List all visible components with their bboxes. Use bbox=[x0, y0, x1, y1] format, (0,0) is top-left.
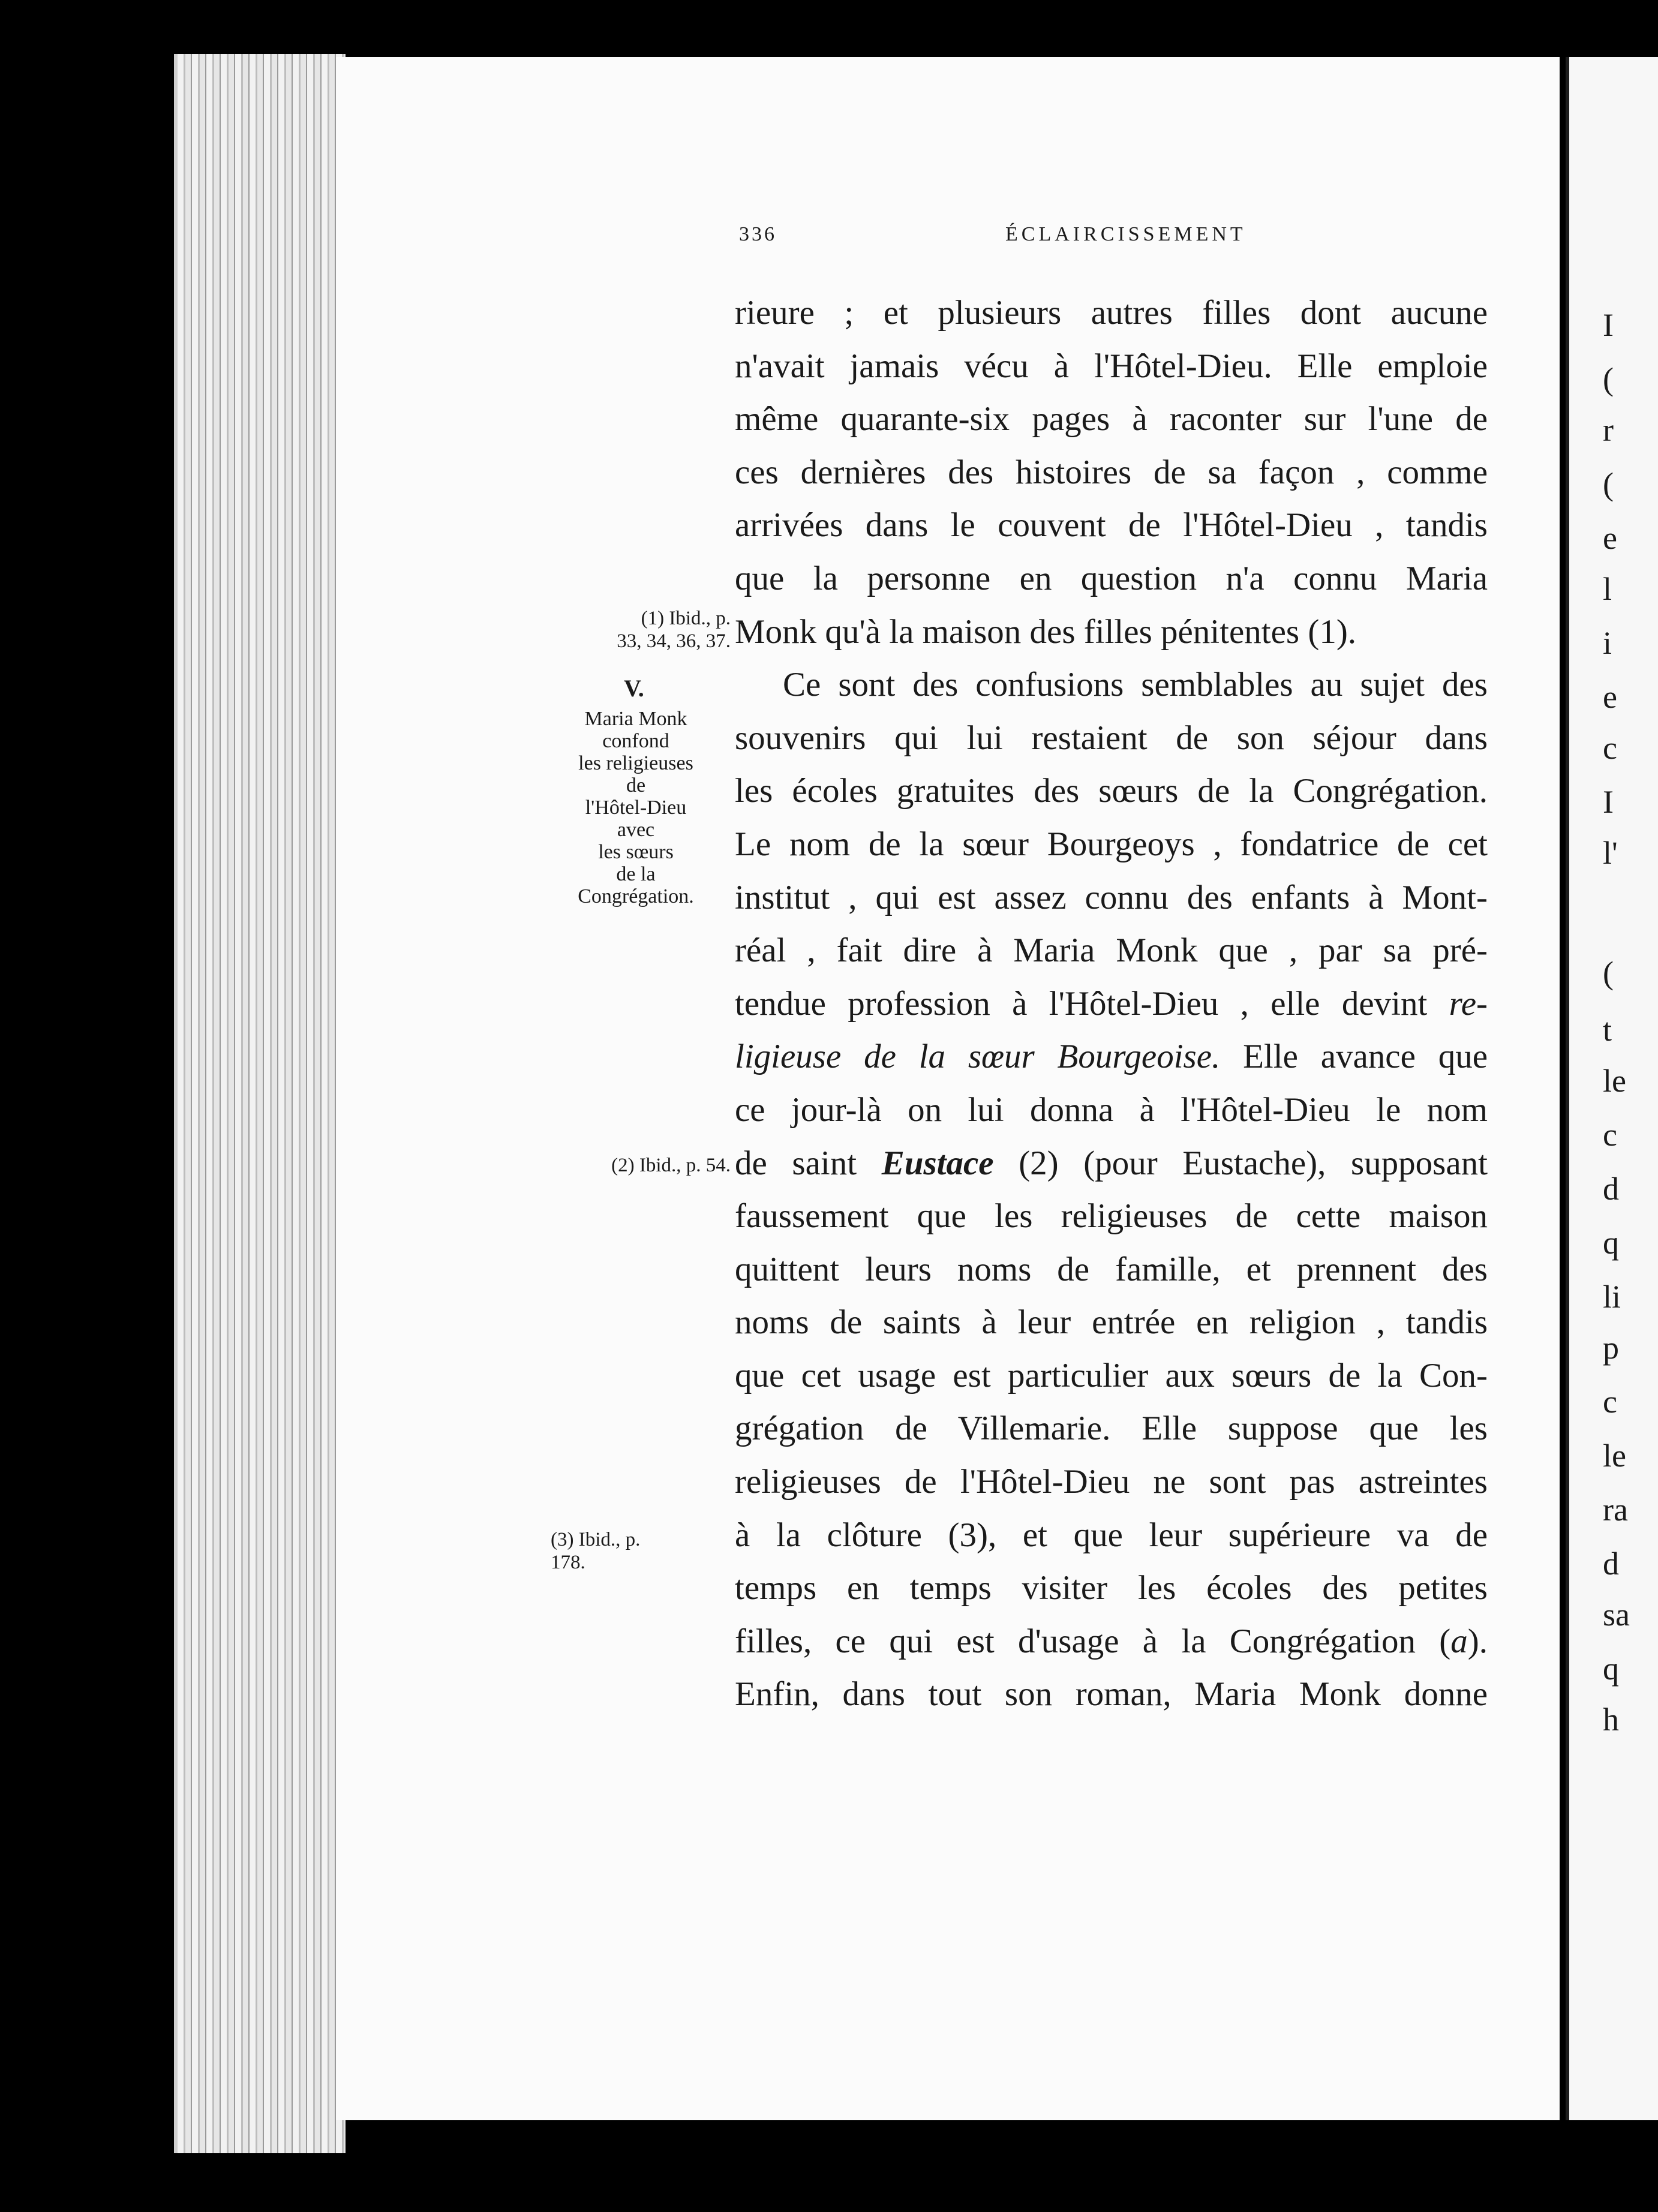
text-run: ). bbox=[1467, 1622, 1488, 1660]
page-number: 336 bbox=[739, 223, 777, 245]
facing-page-letter: d bbox=[1603, 1171, 1619, 1207]
summary-line: l'Hôtel-Dieu bbox=[585, 797, 687, 819]
facing-page-letter: p bbox=[1603, 1330, 1619, 1366]
summary-line: Congrégation. bbox=[578, 885, 694, 907]
italic-run: a bbox=[1450, 1622, 1468, 1660]
facing-page-letter: e bbox=[1603, 520, 1617, 556]
facing-page-letter: I bbox=[1603, 784, 1614, 820]
facing-page-letter: i bbox=[1603, 625, 1612, 661]
facing-page-letter: l' bbox=[1603, 835, 1618, 871]
footnote-1 bbox=[551, 607, 731, 653]
facing-page-letter: ( bbox=[1603, 466, 1614, 502]
italic-run: ligieuse de la sœur Bourgeoise. bbox=[735, 1038, 1221, 1076]
summary-line: les sœurs bbox=[598, 841, 674, 863]
text-line bbox=[735, 1030, 1488, 1084]
summary-line: avec bbox=[617, 819, 655, 841]
italic-run: re- bbox=[1449, 984, 1488, 1023]
text-line: ces dernières des histoires de sa façon , comme bbox=[735, 453, 1488, 491]
text-line: Ce sont des confusions semblables au sujet des bbox=[783, 666, 1488, 704]
facing-page-letter: e bbox=[1603, 679, 1617, 715]
text-line: noms de saints à leur entrée en religion , tandis bbox=[735, 1303, 1488, 1342]
text-line: que la personne en question n'a connu Maria bbox=[735, 559, 1488, 597]
facing-page-letter: ra bbox=[1603, 1492, 1628, 1528]
text-line: réal , fait dire à Maria Monk que , par sa pré- bbox=[735, 931, 1488, 970]
summary-line: de bbox=[626, 774, 646, 797]
facing-page-letter: d bbox=[1603, 1546, 1619, 1582]
facing-page-letter: sa bbox=[1603, 1597, 1630, 1633]
facing-page-letter: t bbox=[1603, 1012, 1612, 1048]
text-run: Elle avance que bbox=[1220, 1038, 1488, 1076]
footnote-1-line: (1) Ibid., p. bbox=[641, 608, 731, 629]
footnote-3-line: (3) Ibid., p. bbox=[551, 1529, 641, 1550]
facing-page-letter: l bbox=[1603, 571, 1612, 607]
text-line: que cet usage est particulier aux sœurs de la Con- bbox=[735, 1356, 1488, 1394]
facing-page-letter: q bbox=[1603, 1651, 1619, 1687]
text-line: arrivées dans le couvent de l'Hôtel-Dieu , tandis bbox=[735, 506, 1488, 545]
italic-run: Eustace bbox=[881, 1144, 994, 1182]
text-line: Enfin, dans tout son roman, Maria Monk donne bbox=[735, 1675, 1488, 1714]
footnote-3-line: 178. bbox=[551, 1552, 585, 1573]
summary-line: confond bbox=[602, 730, 669, 752]
text-run: filles, ce qui est d'usage à la Congrégation ( bbox=[735, 1622, 1451, 1660]
facing-page-letter: le bbox=[1603, 1438, 1626, 1474]
section-marker: V. bbox=[624, 675, 644, 702]
facing-page-letter: q bbox=[1603, 1225, 1619, 1261]
facing-page-letter: li bbox=[1603, 1279, 1621, 1315]
text-line: Le nom de la sœur Bourgeoys , fondatrice de cet bbox=[735, 825, 1488, 863]
text-line bbox=[735, 1137, 1488, 1191]
facing-page-letter: h bbox=[1603, 1702, 1619, 1738]
body-text bbox=[735, 287, 1488, 1721]
text-run: tendue profession à l'Hôtel-Dieu , elle devint bbox=[735, 984, 1449, 1023]
facing-page-letter: c bbox=[1603, 730, 1617, 766]
text-line: rieure ; et plusieurs autres filles dont aucune bbox=[735, 294, 1488, 332]
text-line: même quarante-six pages à raconter sur l'une de bbox=[735, 400, 1488, 438]
text-run: de saint bbox=[735, 1144, 882, 1182]
text-line: quittent leurs noms de famille, et prennent des bbox=[735, 1250, 1488, 1288]
summary-line: Maria Monk bbox=[584, 708, 687, 730]
text-line: ce jour-là on lui donna à l'Hôtel-Dieu le nom bbox=[735, 1090, 1488, 1129]
footnote-3 bbox=[551, 1528, 731, 1574]
facing-page-letter: r bbox=[1603, 412, 1614, 448]
facing-page-letter: ( bbox=[1603, 955, 1614, 991]
text-line: à la clôture (3), et que leur supérieure va de bbox=[735, 1516, 1488, 1554]
facing-page-letter: c bbox=[1603, 1117, 1617, 1153]
text-line bbox=[735, 978, 1488, 1031]
text-line: temps en temps visiter les écoles des petites bbox=[735, 1569, 1488, 1607]
text-line: les écoles gratuites des sœurs de la Congrégation. bbox=[735, 772, 1488, 810]
running-title: ÉCLAIRCISSEMENT bbox=[1005, 223, 1246, 245]
summary-line: de la bbox=[616, 863, 656, 885]
section-summary bbox=[540, 708, 732, 907]
summary-line: les religieuses bbox=[578, 752, 693, 774]
text-line bbox=[735, 1615, 1488, 1669]
facing-page-letter: I bbox=[1603, 307, 1614, 343]
text-run: (2) (pour Eustache), supposant bbox=[993, 1144, 1488, 1182]
text-line: n'avait jamais vécu à l'Hôtel-Dieu. Elle emploie bbox=[735, 347, 1488, 385]
text-line: institut , qui est assez connu des enfants à Mont- bbox=[735, 878, 1488, 916]
text-line: souvenirs qui lui restaient de son séjour dans bbox=[735, 719, 1488, 757]
footnote-1-line: 33, 34, 36, 37. bbox=[617, 630, 731, 652]
text-line: religieuses de l'Hôtel-Dieu ne sont pas astreintes bbox=[735, 1463, 1488, 1501]
page-edges bbox=[174, 54, 346, 2153]
footnote-2: (2) Ibid., p. 54. bbox=[611, 1155, 731, 1176]
text-line: Monk qu'à la maison des filles pénitentes (1). bbox=[735, 612, 1357, 651]
facing-page-letter: c bbox=[1603, 1384, 1617, 1420]
facing-page-letter: ( bbox=[1603, 361, 1614, 397]
facing-page-letter: le bbox=[1603, 1063, 1626, 1099]
text-line: faussement que les religieuses de cette maison bbox=[735, 1197, 1488, 1236]
text-line: grégation de Villemarie. Elle suppose que les bbox=[735, 1409, 1488, 1448]
